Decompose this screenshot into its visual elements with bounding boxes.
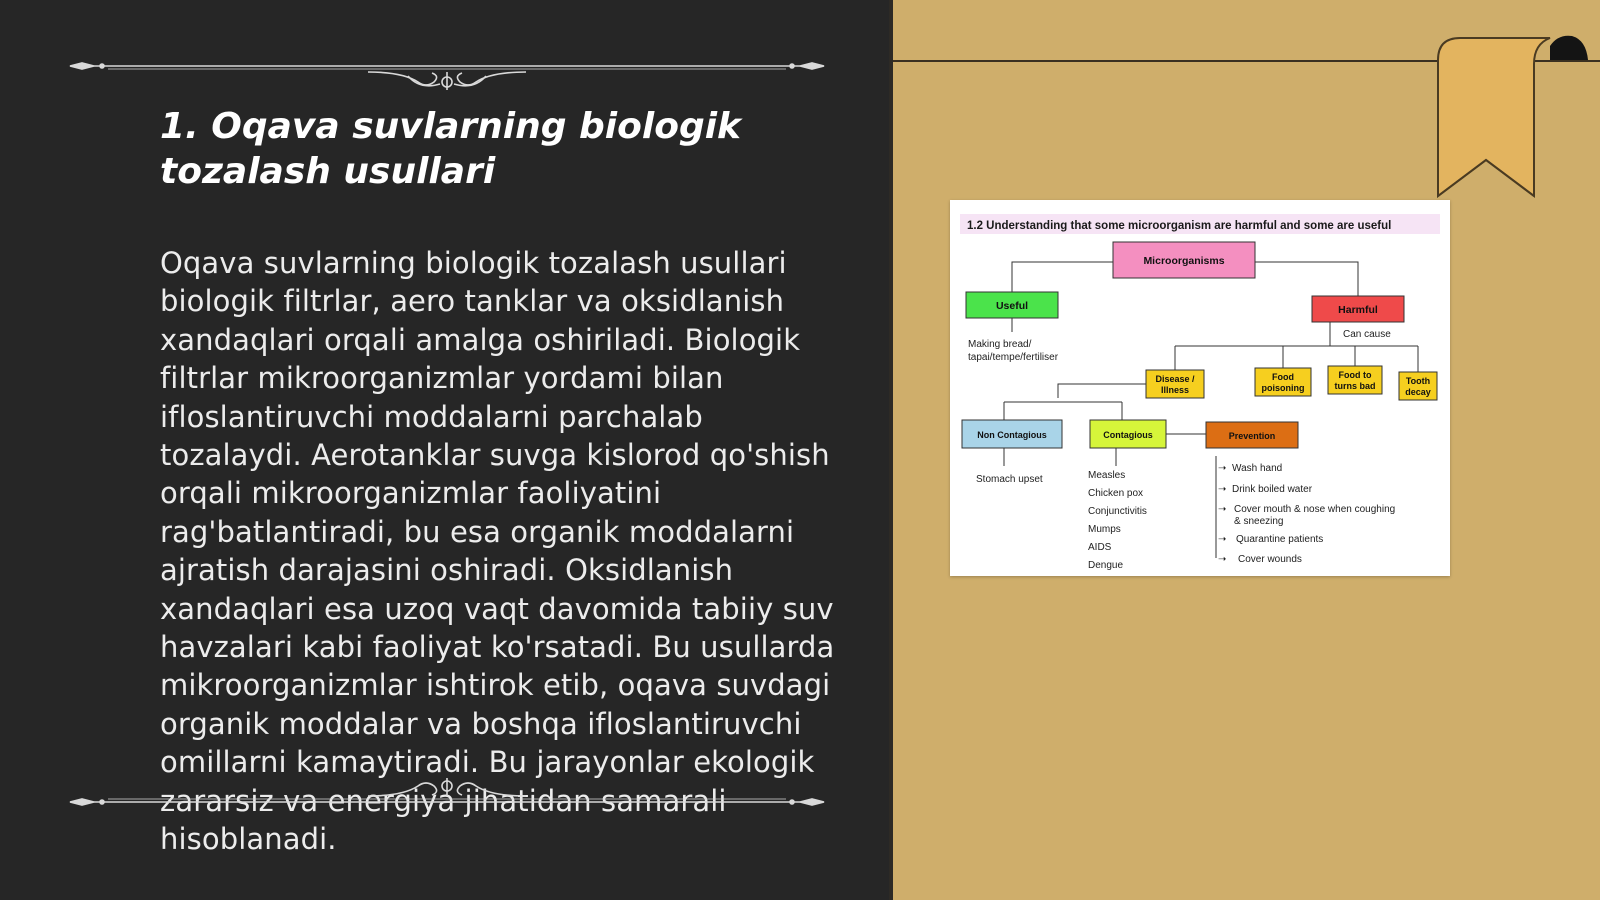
list-item: Cover mouth & nose when coughing [1234,504,1396,515]
harmful-label: Harmful [1338,304,1378,316]
stomach-upset-label: Stomach upset [976,474,1043,485]
disease-label-line2: Illness [1160,385,1190,395]
svg-text:➝: ➝ [1218,534,1227,545]
list-item: Chicken pox [1088,488,1144,499]
microorganisms-diagram [950,200,1450,576]
tooth-decay-label-line1: Tooth [1405,376,1431,386]
list-item: Drink boiled water [1232,484,1313,495]
list-item: Cover wounds [1238,554,1302,565]
contagious-label: Contagious [1103,430,1153,440]
svg-text:➝: ➝ [1218,504,1227,515]
prevention-list [1218,463,1395,565]
list-item: Conjunctivitis [1088,506,1147,517]
food-poisoning-label-line2: poisoning [1261,383,1305,393]
diagram-heading: 1.2 Understanding that some microorganism are harmful and some are useful [967,220,1392,232]
list-item: & sneezing [1234,516,1284,527]
svg-text:➝: ➝ [1218,484,1227,495]
disease-label-line1: Disease / [1155,374,1195,384]
ornamental-divider-top [68,46,826,90]
non-contagious-label: Non Contagious [977,430,1047,440]
food-turns-bad-label-line1: Food to [1338,370,1372,380]
body-paragraph: Oqava suvlarning biologik tozalash usullari biologik filtrlar, aero tanklar va oksidlanish xandaqlari orqali amalga oshiriladi. Biologik filtrlar mikroorganizmlar yordami bilan ifloslantiruvchi moddalarni parchalab tozalaydi. Aerotanklar suvga kislorod qo'shish orqali mikroorganizmlar faoliyatini rag'batlantiradi, bu esa organik moddalarni ajratish darajasini oshiradi. Oksidlanish xandaqlari esa uzoq vaqt davomida tabiiy suv havzalari kabi faoliyat ko'rsatadi. Bu usullarda mikroorganizmlar ishtirok etib, oqava suvdagi organik moddalar va boshqa ifloslantiruvchi omillarni kamaytiradi. Bu jarayonlar ekologik zararsiz va energiya jihatidan samarali hisoblanadi. [160,246,835,857]
tooth-decay-label-line2: decay [1405,387,1431,397]
contagious-disease-list [1088,470,1147,571]
food-poisoning-label-line1: Food [1272,372,1294,382]
svg-text:➝: ➝ [1218,554,1227,565]
can-cause-label: Can cause [1343,329,1391,340]
slide-title: 1. Oqava suvlarning biologik tozalash usullari [160,106,741,192]
list-item: Measles [1088,470,1126,481]
useful-label: Useful [995,300,1029,312]
prevention-label: Prevention [1228,431,1276,441]
useful-note-line2: tapai/tempe/fertiliser [968,352,1059,363]
bookmark-ribbon-icon [1430,34,1590,204]
list-item: Quarantine patients [1236,534,1324,545]
svg-text:➝: ➝ [1218,463,1227,474]
food-turns-bad-label-line2: turns bad [1334,381,1376,391]
list-item: Dengue [1088,560,1124,571]
ornamental-divider-bottom [68,778,826,822]
useful-note-line1: Making bread/ [968,339,1032,350]
list-item: AIDS [1088,542,1112,553]
microorganisms-label: Microorganisms [1143,255,1225,267]
list-item: Wash hand [1232,463,1283,474]
list-item: Mumps [1088,524,1121,535]
